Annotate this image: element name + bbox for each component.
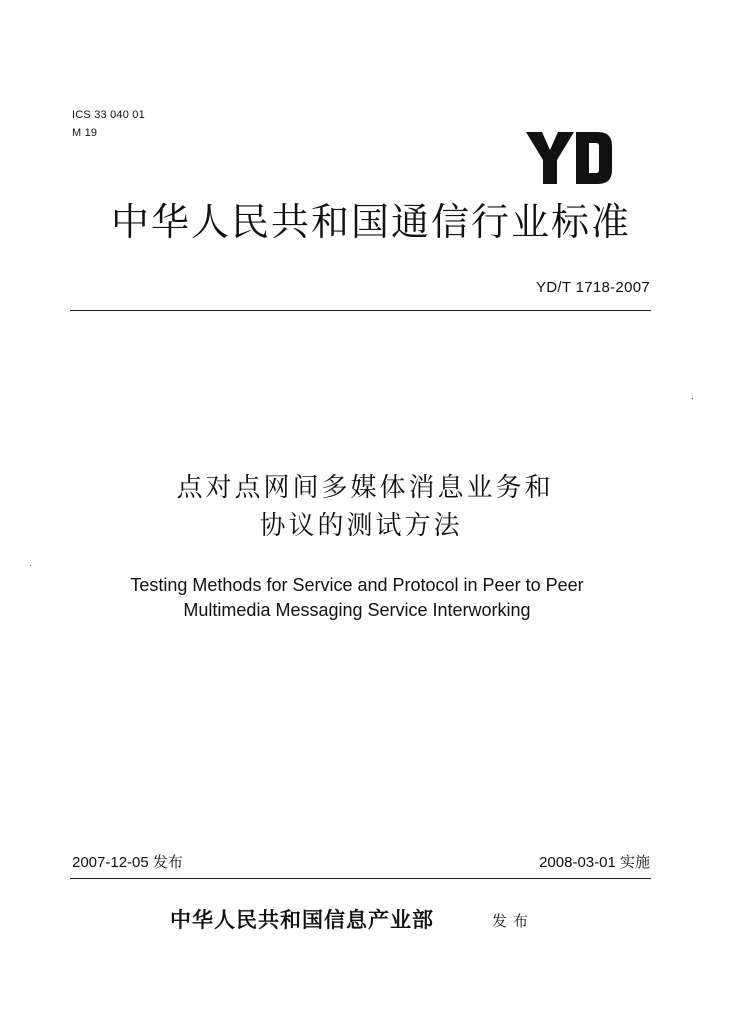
chinese-title-line-1: 点对点网间多媒体消息业务和: [176, 473, 554, 503]
yd-logo: [526, 128, 614, 188]
publisher-action: 发布: [492, 912, 535, 930]
ccs-code: M 19: [72, 127, 98, 139]
standard-title: 中华人民共和国通信行业标准: [110, 200, 631, 244]
publisher-name: 中华人民共和国信息产业部: [170, 907, 434, 932]
chinese-title-line-2: 协议的测试方法: [259, 511, 463, 541]
english-title-line-1: Testing Methods for Service and Protocol in Peer to Peer: [130, 575, 584, 595]
implementation-date: 2008-03-01 实施: [539, 854, 650, 871]
top-divider: [70, 310, 651, 311]
issue-date: 2007-12-05 发布: [72, 854, 183, 871]
bottom-divider: [70, 878, 651, 879]
scan-speck: [692, 398, 693, 399]
english-title-line-2: Multimedia Messaging Service Interworking: [183, 600, 531, 620]
scan-speck: [30, 565, 31, 566]
ics-code: ICS 33 040 01: [72, 109, 145, 121]
standard-number: YD/T 1718-2007: [536, 279, 650, 296]
yd-logo-letter-d: [576, 132, 612, 184]
yd-logo-letter-y: [526, 132, 574, 184]
